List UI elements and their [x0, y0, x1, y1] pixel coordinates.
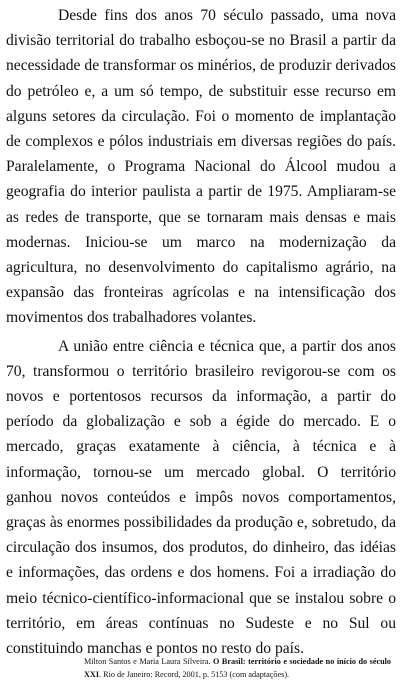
document-body — [6, 3, 396, 661]
citation-title: O Brasil: território e sociedade no início do século XXI — [84, 657, 392, 679]
citation-authors: Milton Santos e Maria Laura Silveira. — [84, 657, 211, 666]
source-citation — [84, 655, 391, 681]
citation-details: . Rio de Janeiro: Record, 2001, p. 5153 (com adaptações). — [99, 670, 290, 679]
paragraph-2: A união entre ciência e técnica que, a partir dos anos 70, transformou o território brasileiro revigorou-se com os novos e portentosos recursos da informação, a partir do período da globalização e sob a égide do mercado. E o mercado, graças exatamente à ciência, à técnica e à informação, tornou-se um mercado global. O território ganhou novos conteúdos e impôs novos comportamentos, graças às enormes possibilidades da produção e, sobretudo, da circulação dos insumos, dos produtos, do dinheiro, das idéias e informações, das ordens e dos homens. Foi a irradiação do meio técnico-científico-informacional que se instalou sobre o território, em áreas contínuas no Sudeste e no Sul ou constituindo manchas e pontos no resto do país. — [6, 337, 396, 658]
paragraph-1: Desde fins dos anos 70 século passado, uma nova divisão territorial do trabalho esboçou-se no Brasil a partir da necessidade de transformar os minérios, de produzir derivados do petróleo e, a um só tempo, de substituir esse recurso em alguns setores da circulação. Foi o momento de implantação de complexos e pólos industriais em diversas regiões do país. Paralelamente, o Programa Nacional do Álcool mudou a geografia do interior paulista a partir de 1975. Ampliaram-se as redes de transporte, que se tornaram mais densas e mais modernas. Iniciou-se um marco na modernização da agricultura, no desenvolvimento do capitalismo agrário, na expansão das fronteiras agrícolas e na intensificação dos movimentos dos trabalhadores volantes. — [6, 7, 396, 327]
